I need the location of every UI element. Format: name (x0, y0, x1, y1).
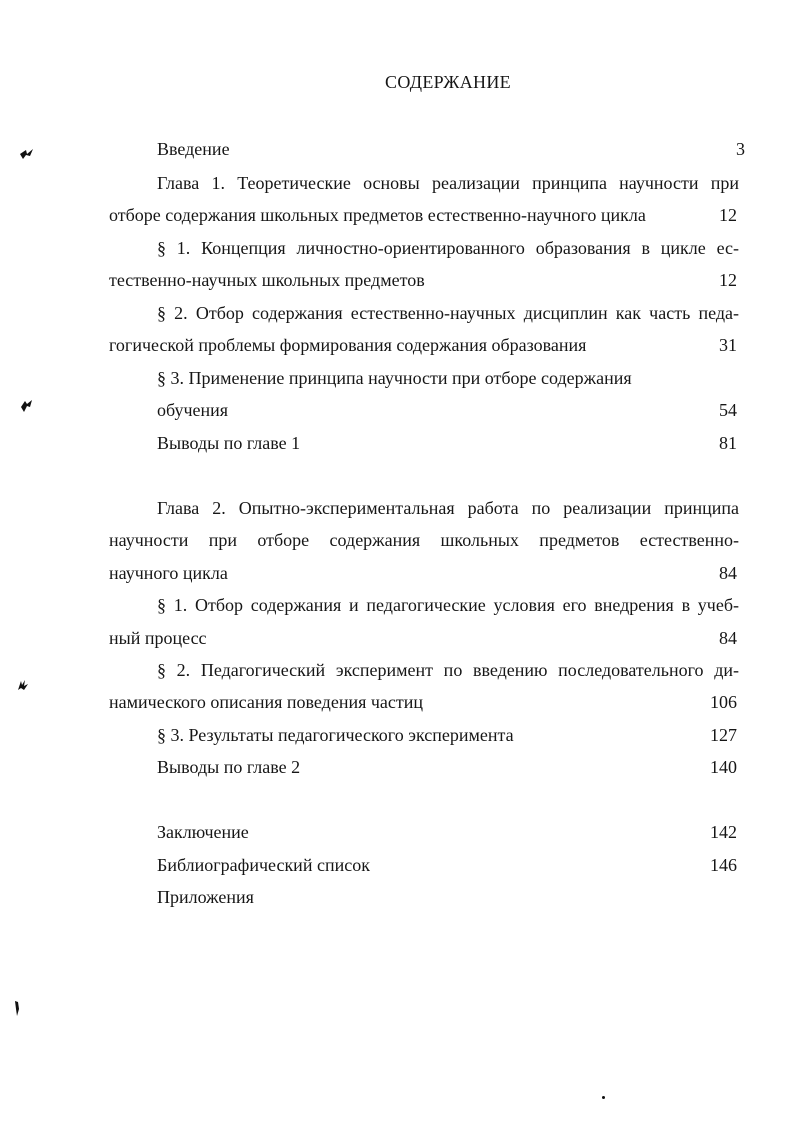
toc-ch1-section2-line2: гогической проблемы формирования содержания образования (109, 335, 587, 355)
toc-ch1-section2-line1: § 2. Отбор содержания естественно-научных дисциплин как часть педа- (157, 303, 739, 323)
scan-artifact-mark (18, 146, 36, 162)
toc-ch2-section2-line2: намического описания поведения частиц (109, 692, 424, 712)
toc-ch1-section1-line1: § 1. Концепция личностно-ориентированного образования в цикле ес- (157, 238, 739, 258)
scan-artifact-speck (602, 1096, 605, 1099)
toc-chapter1-page: 12 (719, 205, 737, 225)
scan-artifact-mark (18, 397, 36, 415)
toc-ch1-section3-page: 54 (719, 400, 737, 420)
toc-ch2-section2-line1: § 2. Педагогический эксперимент по введению последовательного ди- (157, 660, 739, 680)
toc-ch1-conclusions-label: Выводы по главе 1 (157, 433, 301, 453)
toc-ch2-section3-page: 127 (710, 725, 737, 745)
toc-appendix-label: Приложения (157, 887, 254, 907)
toc-ch1-section3-line1: § 3. Применение принципа научности при отборе содержания (157, 368, 632, 388)
toc-ch2-section2-page: 106 (710, 692, 737, 712)
toc-ch2-conclusions-page: 140 (710, 757, 737, 777)
toc-ch1-section2-page: 31 (719, 335, 737, 355)
toc-ch2-section1-line1: § 1. Отбор содержания и педагогические условия его внедрения в учеб- (157, 595, 739, 615)
toc-ch2-section1-page: 84 (719, 628, 737, 648)
toc-ch2-section3-label: § 3. Результаты педагогического эксперимента (157, 725, 514, 745)
toc-chapter1-line2: отборе содержания школьных предметов естественно-научного цикла (109, 205, 646, 225)
toc-ch1-conclusions-page: 81 (719, 433, 737, 453)
toc-conclusion-label: Заключение (157, 822, 249, 842)
toc-ch2-conclusions-label: Выводы по главе 2 (157, 757, 301, 777)
toc-ch2-section1-line2: ный процесс (109, 628, 207, 648)
toc-ch1-section1-line2: тественно-научных школьных предметов (109, 270, 425, 290)
toc-bibliography-label: Библиографический список (157, 855, 370, 875)
toc-ch1-section1-page: 12 (719, 270, 737, 290)
toc-bibliography-page: 146 (710, 855, 737, 875)
toc-conclusion-page: 142 (710, 822, 737, 842)
toc-ch1-section3-line2: обучения (157, 400, 229, 420)
toc-chapter2-page: 84 (719, 563, 737, 583)
page-title: СОДЕРЖАНИЕ (385, 72, 511, 92)
toc-chapter2-line3: научного цикла (109, 563, 228, 583)
scan-artifact-mark (12, 1000, 22, 1018)
scan-artifact-mark (16, 678, 30, 694)
toc-intro-page: 3 (736, 139, 745, 159)
toc-chapter2-line1: Глава 2. Опытно-экспериментальная работа по реализации принципа (157, 498, 739, 518)
toc-chapter2-line2: научности при отборе содержания школьных предметов естественно- (109, 530, 739, 550)
toc-chapter1-line1: Глава 1. Теоретические основы реализации принципа научности при (157, 173, 739, 193)
toc-intro-label: Введение (157, 139, 230, 159)
